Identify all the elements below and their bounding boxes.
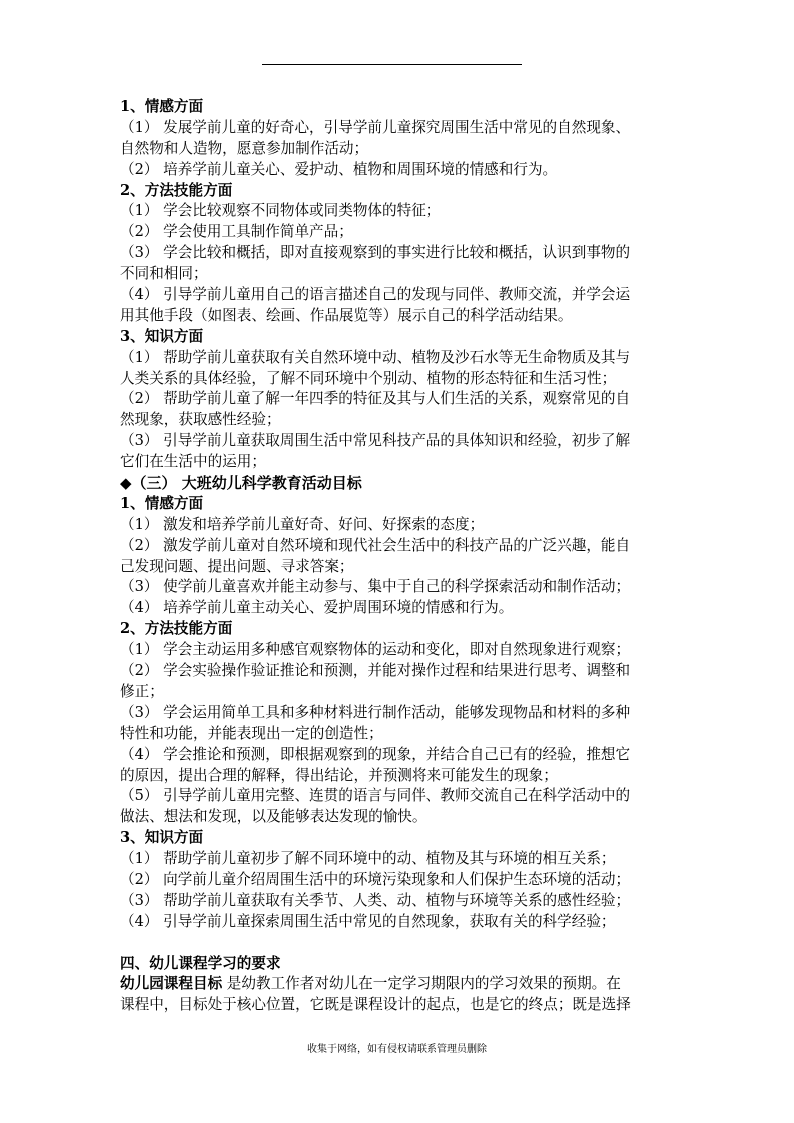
text-line: （2） 帮助学前儿童了解一年四季的特征及其与人们生活的关系，观察常见的自: [120, 390, 631, 408]
text-line: 做法、想法和发现，以及能够表达发现的愉快。: [120, 808, 427, 826]
text-line: （4） 引导学前儿童用自己的语言描述自己的发现与同伴、教师交流，并学会运: [120, 286, 631, 304]
text-line: 的原因，提出合理的解释，得出结论，并预测将来可能发生的现象；: [120, 766, 558, 784]
term-definition: 是幼教工作者对幼儿在一定学习期限内的学习效果的预期。在: [222, 975, 621, 993]
text-line: （2） 培养学前儿童关心、爱护动、植物和周围环境的情感和行为。: [120, 160, 558, 178]
section-heading: 2、方法技能方面: [120, 620, 233, 638]
text-line: 它们在生活中的运用；: [120, 453, 266, 471]
text-line: （1） 帮助学前儿童初步了解不同环境中的动、植物及其与环境的相互关系；: [120, 850, 616, 868]
text-line: （3） 使学前儿童喜欢并能主动参与、集中于自己的科学探索活动和制作活动；: [120, 578, 631, 596]
text-line: （4） 学会推论和预测，即根据观察到的现象，并结合自己已有的经验，推想它: [120, 745, 631, 763]
text-line: 修正；: [120, 682, 164, 700]
text-line: （5） 引导学前儿童用完整、连贯的语言与同伴、教师交流自己在科学活动中的: [120, 787, 631, 805]
text-line: （2） 激发学前儿童对自然环境和现代社会生活中的科技产品的广泛兴趣，能自: [120, 536, 631, 554]
section-heading: 3、知识方面: [120, 829, 204, 847]
text-line: 人类关系的具体经验，了解不同环境中个别动、植物的形态特征和生活习性；: [120, 369, 617, 387]
section-heading: 3、知识方面: [120, 327, 204, 345]
document-body: [120, 97, 680, 1016]
text-line: （3） 学会运用简单工具和多种材料进行制作活动，能够发现物品和材料的多种: [120, 703, 631, 721]
text-line: 特性和功能，并能表现出一定的创造性；: [120, 724, 383, 742]
text-line: （3） 帮助学前儿童获取有关季节、人类、动、植物与环境等关系的感性经验；: [120, 891, 631, 909]
text-line: （4） 引导学前儿童探索周围生活中常见的自然现象，获取有关的科学经验；: [120, 912, 616, 930]
text-line: （1） 学会比较观察不同物体或同类物体的特征；: [120, 202, 441, 220]
section-heading: 1、情感方面: [120, 494, 204, 512]
blank-line: [120, 933, 680, 954]
text-line: （1） 学会主动运用多种感官观察物体的运动和变化，即对自然现象进行观察；: [120, 641, 631, 659]
text-line: （2） 学会使用工具制作简单产品；: [120, 223, 353, 241]
text-line: （2） 学会实验操作验证推论和预测，并能对操作过程和结果进行思考、调整和: [120, 662, 631, 680]
text-line: 己发现问题、提出问题、寻求答案；: [120, 557, 354, 575]
text-line: 课程中，目标处于核心位置，它既是课程设计的起点，也是它的终点；既是选择: [120, 996, 631, 1014]
text-line: （2） 向学前儿童介绍周围生活中的环境污染现象和人们保护生态环境的活动；: [120, 870, 631, 888]
paragraph-line: [120, 974, 680, 995]
text-line: （1） 激发和培养学前儿童好奇、好问、好探索的态度；: [120, 515, 485, 533]
text-line: （1） 帮助学前儿童获取有关自然环境中动、植物及沙石水等无生命物质及其与: [120, 348, 631, 366]
text-line: 然现象，获取感性经验；: [120, 411, 281, 429]
text-line: （1） 发展学前儿童的好奇心，引导学前儿童探究周围生活中常见的自然现象、: [120, 118, 631, 136]
term-bold: 幼儿园课程目标: [120, 975, 223, 993]
page-footer: 收集于网络，如有侵权请联系管理员删除: [307, 1044, 487, 1055]
section-heading: 四、幼儿课程学习的要求: [120, 954, 281, 972]
section-heading: 1、情感方面: [120, 98, 204, 115]
section-heading: 2、方法技能方面: [120, 181, 233, 199]
text-line: 用其他手段（如图表、绘画、作品展览等）展示自己的科学活动结果。: [120, 306, 573, 324]
header-rule: [262, 64, 522, 65]
subsection-heading: ◆（三） 大班幼儿科学教育活动目标: [120, 474, 362, 493]
text-line: 自然物和人造物，愿意参加制作活动；: [120, 139, 369, 157]
text-line: （4） 培养学前儿童主动关心、爱护周围环境的情感和行为。: [120, 599, 514, 617]
text-line: （3） 学会比较和概括，即对直接观察到的事实进行比较和概括，认识到事物的: [120, 244, 631, 262]
text-line: 不同和相同；: [120, 265, 208, 283]
text-line: （3） 引导学前儿童获取周围生活中常见科技产品的具体知识和经验，初步了解: [120, 432, 631, 450]
